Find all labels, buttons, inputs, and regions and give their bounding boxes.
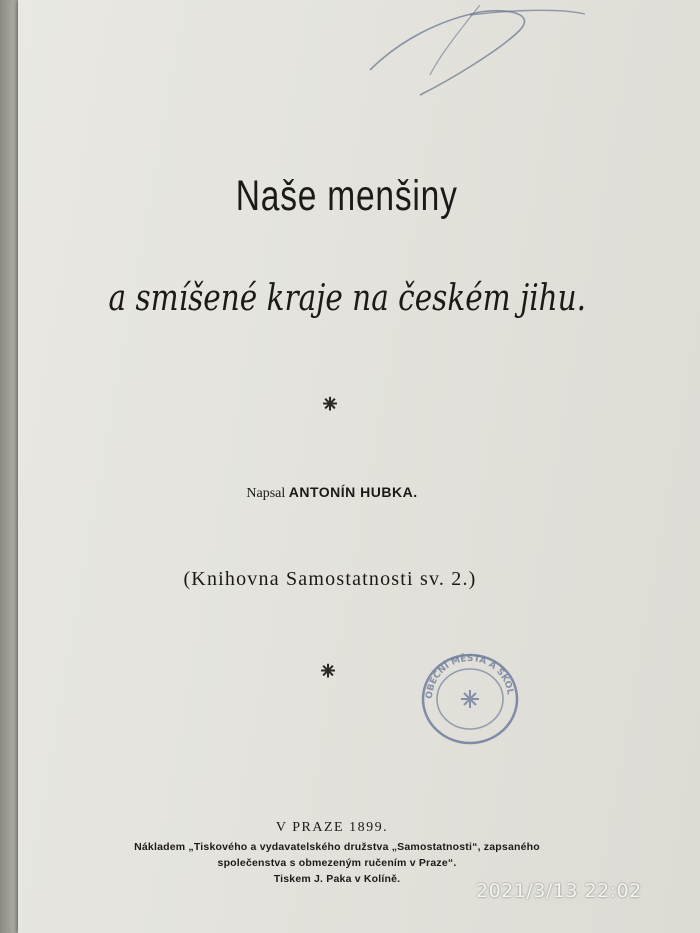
imprint-line-2: společenstva s obmezeným ručením v Praze“. [217,857,457,869]
place-and-year: V PRAZE 1899. [275,820,389,835]
title-page [18,0,700,933]
book-subtitle: a smíšené kraje na českém jihu. [108,278,587,319]
book-title: Naše menšiny [235,172,458,220]
imprint-line-1: Nákladem „Tiskového a vydavatelského družstva „Samostatnosti“, zapsaného [134,841,540,853]
stamp-text: OBECNÍ MĚSTA A ŠKOL [424,653,515,700]
asterisk-ornament-icon: ⁕ [319,390,341,420]
photo-timestamp: 2021/3/13 22:02 [476,880,642,902]
book-spine-edge [0,0,18,933]
imprint-line-3: Tiskem J. Paka v Kolíně. [273,873,401,885]
author-name: ANTONÍN HUBKA. [288,484,418,500]
pencil-signature [360,0,590,100]
asterisk-ornament-icon: ⁕ [317,657,339,687]
author-line [0,484,682,502]
author-prefix: Napsal [246,486,286,501]
series-note: (Knihovna Samostatnosti sv. 2.) [183,568,477,590]
library-stamp [420,652,520,747]
